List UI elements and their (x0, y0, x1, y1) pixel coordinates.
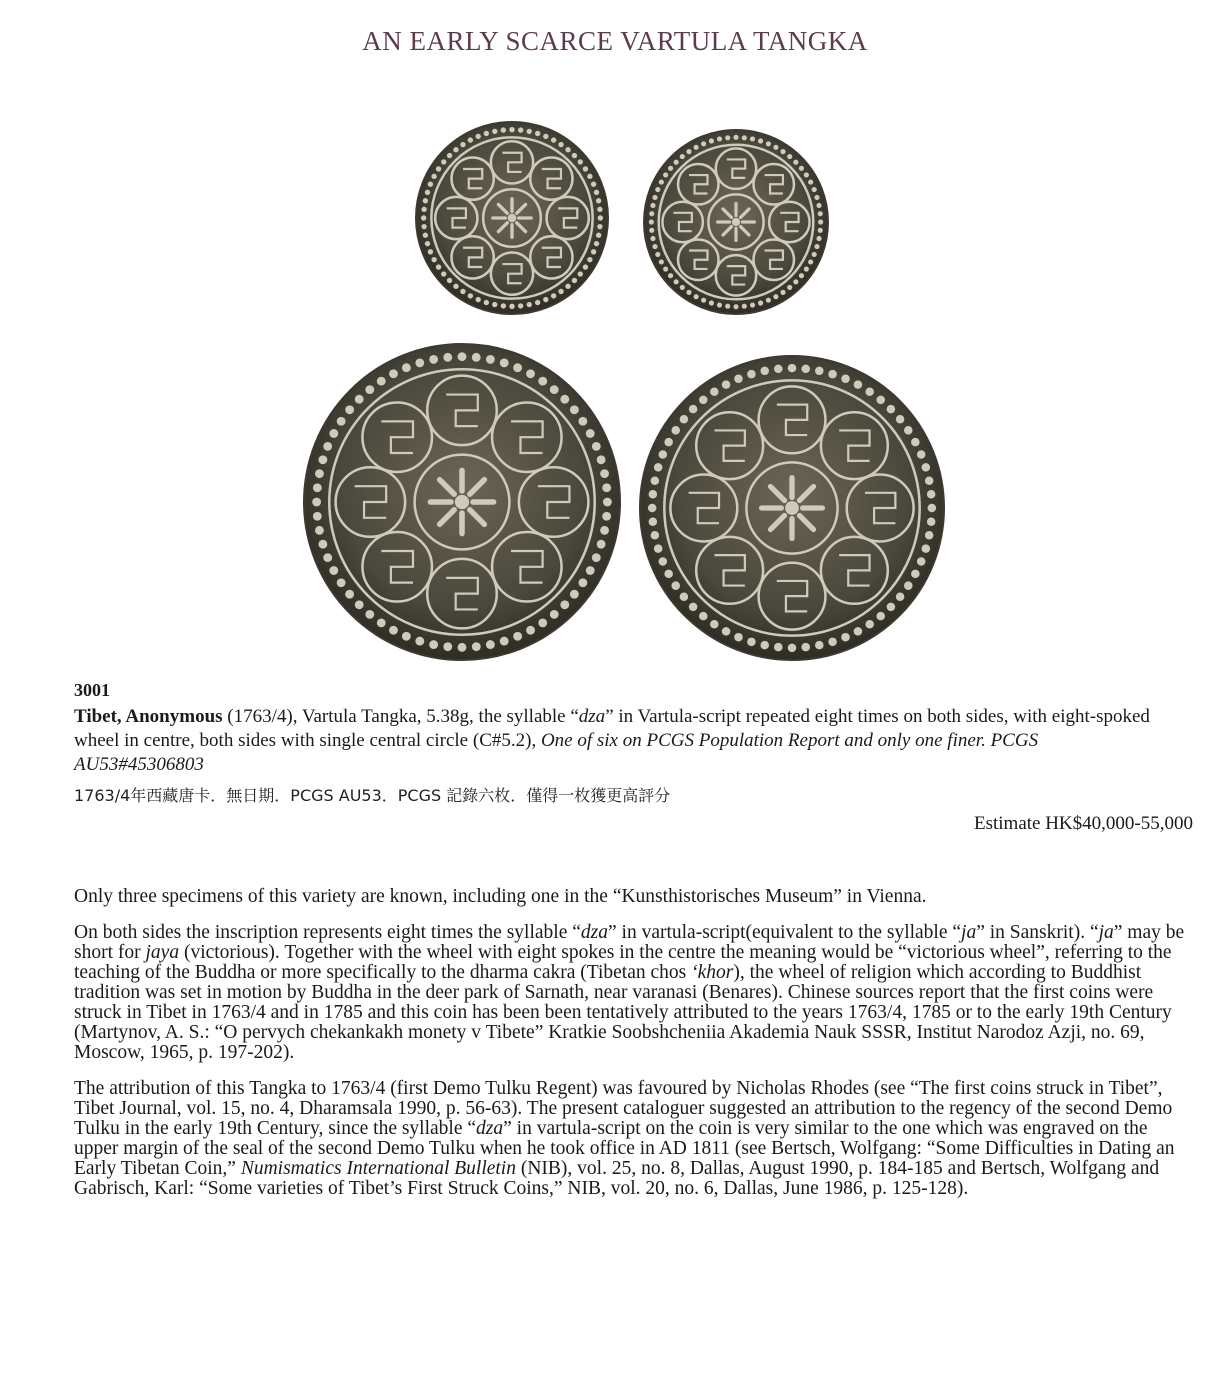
lot-estimate: Estimate HK$40,000-55,000 (973, 813, 1193, 834)
article-body (74, 887, 1194, 1215)
lot-desc-text: (1763/4), Vartula Tangka, 5.38g, the syllable “ (222, 706, 579, 727)
coin-large-obverse (304, 344, 620, 660)
coin-small-reverse (644, 130, 828, 314)
paragraph-3: The attribution of this Tangka to 1763/4 (first Demo Tulku Regent) was favoured by Nicholas Rhodes (see “The first coins struck in Tibet”, Tibet Journal, vol. 15, no. 4, Dharamsala 1990, p. 56-63). The present cataloguer suggested an attribution to the regency of the second Demo Tulku in the early 19th Century, since the syllable “dza” in vartula-script on the coin is very similar to the one which was engraved on the upper margin of the seal of the second Demo Tulku when he took office in AD 1811 (see Bertsch, Wolfgang: “Some Difficulties in Dating an Early Tibetan Coin,” Numismatics International Bulletin (NIB), vol. 25, no. 8, Dallas, August 1990, p. 184-185 and Bertsch, Wolfgang and Gabrisch, Karl: “Some varieties of Tibet’s First Struck Coins,” NIB, vol. 20, no. 6, Dallas, June 1986, p. 125-128). (74, 1078, 1175, 1199)
paragraph-1: Only three specimens of this variety are known, including one in the “Kunsthistorisches Museum” in Vienna. (74, 886, 927, 907)
coin-small-obverse (416, 122, 608, 314)
coin-large-reverse (640, 356, 944, 660)
lot-desc-pcgs: One of six on PCGS Population Report and only one finer. PCGS AU53#45306803 (74, 730, 1039, 775)
page-title: AN EARLY SCARCE VARTULA TANGKA (362, 26, 868, 56)
coin-images (0, 0, 1230, 680)
lot-desc-text-2: ” in Vartula-script repeated eight times on both sides, with eight-spoked wheel in centre, both sides with single central circle (C#5.2), (74, 706, 1150, 751)
lot-description (74, 705, 1164, 777)
lot-chinese-description: 1763/4年西藏唐卡．無日期．PCGS AU53．PCGS 記錄六枚．僅得一枚獲更高評分 (74, 786, 671, 805)
paragraph-2: On both sides the inscription represents eight times the syllable “dza” in vartula-script(equivalent to the syllable “ja” in Sanskrit). “ja” may be short for jaya (victorious). Together with the wheel with eight spokes in the centre the meaning would be “victorious wheel”, referring to the teaching of the Buddha or more specifically to the dharma cakra (Tibetan chos ‘khor), the wheel of religion which according to Buddhist tradition was set in motion by Buddha in the deer park of Sarnath, near varanasi (Benares). Chinese sources report that the first coins were struck in Tibet in 1763/4 and in 1785 and this coin has been been tentatively attributed to the years 1763/4, 1785 or to the early 19th Century (Martynov, A. S.: “O pervych chekankakh monety v Tibete” Kratkie Soobshcheniia Akademia Nauk SSSR, Institut Narodoz Azji, no. 69, Moscow, 1965, p. 197-202). (74, 922, 1185, 1063)
lot-name: Tibet, Anonymous (74, 706, 223, 727)
lot-number: 3001 (74, 680, 110, 700)
lot-desc-dza: dza (578, 706, 606, 727)
